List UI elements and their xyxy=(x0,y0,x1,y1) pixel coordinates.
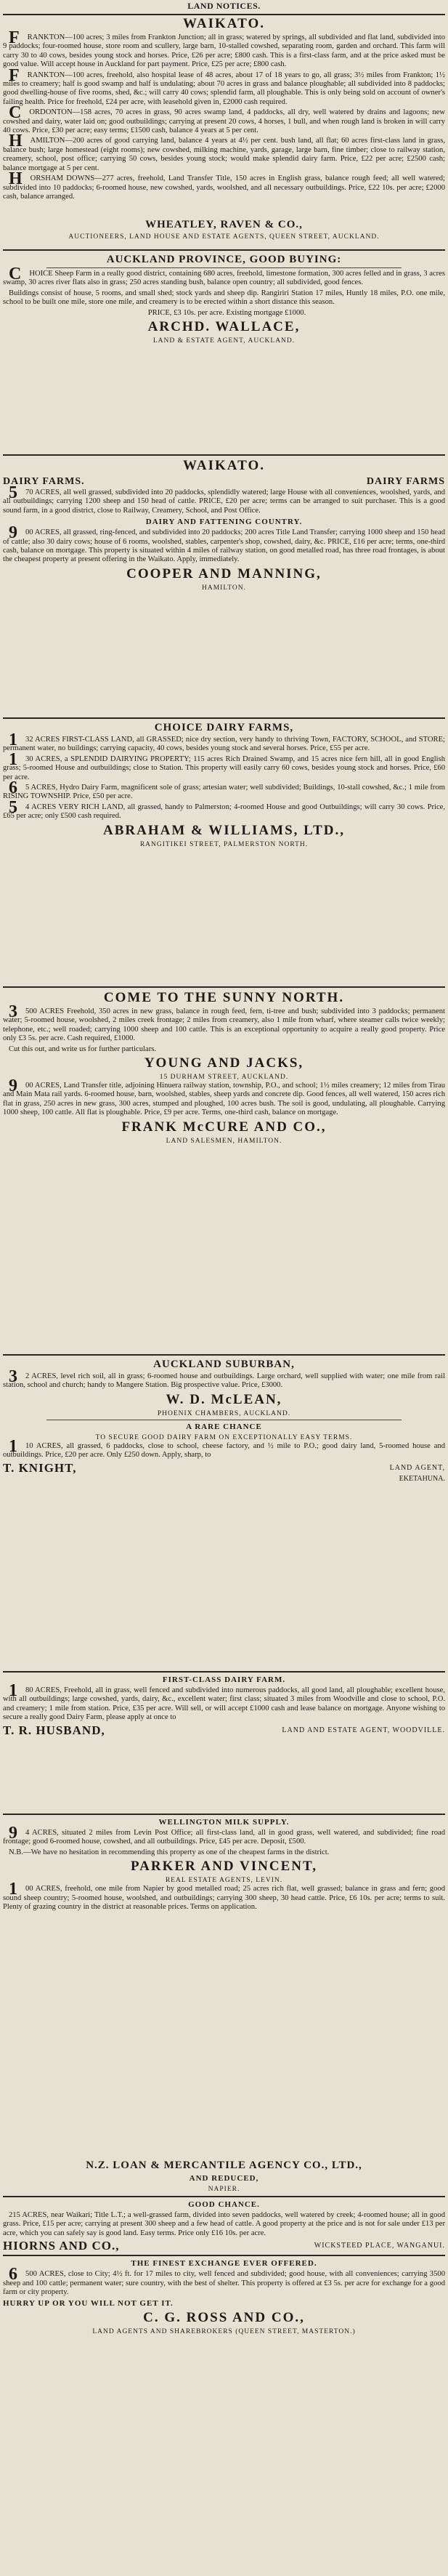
sub-heading: DAIRY AND FATTENING COUNTRY. xyxy=(145,518,303,527)
section-heading: COME TO THE SUNNY NORTH. xyxy=(103,990,345,1005)
ad-paragraph: 110 ACRES, all grassed, 6 paddocks, close to school, cheese factory, and ½ mile to P.O.; good dairy land, 5-roomed house and outbuildings. Price, £20 per acre. Only £250 down. Apply, sharp, to xyxy=(3,1436,445,1460)
suburban-section xyxy=(3,1356,445,1669)
ad-paragraph: CHOICE Sheep Farm in a really good district, containing 680 acres, freehold, limestone formation, 300 acres felled and in grass, 3 acres swamp, 30 acres river flats also in grass; 250 acres standing bush, balance open country; all subdivided, good fences. xyxy=(3,265,445,287)
section-heading: FIRST-CLASS DAIRY FARM. xyxy=(162,1675,286,1684)
agent-name: HIORNS AND CO., xyxy=(3,2239,120,2253)
agent-address: PHOENIX CHAMBERS, AUCKLAND. xyxy=(157,1409,291,1417)
section-heading: WAIKATO. xyxy=(183,458,265,473)
ad-paragraph: 32 ACRES, level rich soil, all in grass; 6-roomed house and outbuildings. Large orchard, well supplied with water; one mile from rail station, school and church; handy to Mangere Station. Big prospective value. Price, £3000. xyxy=(3,1367,445,1390)
right-tag: DAIRY FARMS xyxy=(366,476,445,487)
section-heading: THE FINEST EXCHANGE EVER OFFERED. xyxy=(131,2259,317,2269)
agent-name: WHEATLEY, RAVEN & CO., xyxy=(145,219,303,230)
ad-paragraph: 180 ACRES, Freehold, all in grass, well fenced and subdivided into numerous paddocks, all good land, all ploughable; excellent house, with all outbuildings; large cowshed, yards, dairy, &c., excellent water; first class; situated 3 miles from Woodville and close to school, P.O. and creamery; 1 mile from station. Price, £35 per acre. Will sell, or will accept £1000 cash and lease balance on mortgage. Anyone wishing to secure a really good Dairy Farm, please apply at once to xyxy=(3,1681,445,1722)
ad-paragraph: 3500 ACRES Freehold, 350 acres in new grass, balance in rough feed, fern, ti-tree and bush; subdivided into 3 paddocks; permanent water; 5-roomed house, woolshed, 2 miles creek frontage; 2 miles from creamery, also 1 mile from wharf, where steamer calls twice weekly; telephone, etc.; well roaded; carrying 1000 sheep and 100 cattle. This is an exceptional opportunity to acquire a really good property. Price only £3 5s. per acre. Cash required, £1000. xyxy=(3,1002,445,1043)
ad-paragraph: HAMILTON—200 acres of good carrying land, balance 4 years at 4½ per cent. bush land, all flat; 60 acres first-class land in grass, balance bush; large homestead (eight rooms); new cowshed, milking machine, yards, garage, large barn, fine timber; close to railway station, creamery, school, post office; carrying 50 cows, besides young stock; would make splendid dairy farm. Price, £22 per acre; £2500 cash; balance mortgage at 5 per cent. xyxy=(3,132,445,172)
section-heading: WELLINGTON MILK SUPPLY. xyxy=(158,1818,290,1827)
divider xyxy=(3,454,445,456)
ad-paragraph: 65 ACRES, Hydro Dairy Farm, magnificent sole of grass; artesian water; well subdivided; Buildings, 10-stall cowshed, &c.; 1 mile from RISING TOWNSHIP. Price, £50 per acre. xyxy=(3,778,445,801)
tagline: HURRY UP OR YOU WILL NOT GET IT. xyxy=(3,2299,174,2309)
ad-paragraph: 570 ACRES, all well grassed, subdivided into 20 paddocks, splendidly watered; large House with all conveniences, woolshed, yards, and all outbuildings; carrying 1200 sheep and 150 head of cattle. PRICE, £20 per acre; terms can be arranged to suit purchaser. This is a good sound farm, in a good district, close to Railway, Creamery, School, and Post Office. xyxy=(3,483,445,515)
ad-paragraph: 900 ACRES, Land Transfer title, adjoining Hinuera railway station, township, P.O., and school; 1½ miles creamery; 12 miles from Tirau and Main Mata rail yards. 6-roomed house, barn, woolshed, stables, sheep yards and concrete dip. Good fences, all well watered, 150 acres rich flat in grass, 250 acres in new grass, 300 acres, stumped and ploughed, 100 acres bush. The soil is good, undulating, all ploughable. Carrying 1000 sheep, 100 cattle. All flat is ploughable. Price, £9 per acre. Terms, one-third cash, balance on mortgage. xyxy=(3,1076,445,1117)
agent-address: WICKSTEED PLACE, WANGANUI. xyxy=(314,2242,445,2250)
ad-paragraph: FRANKTON—100 acres; 3 miles from Frankton Junction; all in grass; watered by springs, all subdivided and flat land, subdivided into 9 paddocks; four-roomed house, store room and scullery, large barn, 10-stalled cowshed, separating room, garden and orchard. This farm will carry 30 to 40 cows, besides young stock and horses. Price, £26 per acre; £800 cash. This is a first-class farm, and at the price asked must be good value. Will accept house in Auckland for part payment. Price, £25 per acre; £800 cash. xyxy=(3,28,445,69)
ad-paragraph: 900 ACRES, all grassed, ring-fenced, and subdivided into 20 paddocks; 200 acres Title Land Transfer; carrying 1000 sheep and 150 head of cattle; also 30 dairy cows; house of 6 rooms, woolshed, stables, carpenter's shop, cowshed, dairy, &c. PRICE, £16 per acre; terms, one-third cash, balance on mortgage. This property is situated within 4 miles of railway station, on good metalled road, has three road frontages, is about the cheapest property at present offering in the Waikato. Apply, immediately. xyxy=(3,523,445,564)
agent-name: COOPER AND MANNING, xyxy=(126,565,322,581)
ad-paragraph: 130 ACRES, a SPLENDID DAIRYING PROPERTY; 115 acres Rich Drained Swamp, and 15 acres nice fern hill, all in good English grass; 5-roomed House and outbuildings; close to Station. This property will easily carry 60 cows, besides young stock and horses. Price, £60 per acre. xyxy=(3,749,445,781)
agent-address: REAL ESTATE AGENTS, LEVIN. xyxy=(165,1877,283,1885)
waikato-wheatley-section xyxy=(3,15,445,217)
agent-line xyxy=(3,2239,445,2253)
ad-paragraph: Buildings consist of house, 5 rooms, and small shed; stock yards and sheep dip. Rangiriri Station 17 miles, Huntly 18 miles, P.O. one mile, school to be built one mile, store one mile, and creamery is to be erected within a short distance this season. xyxy=(3,289,445,307)
ad-paragraph: Cut this out, and write us for further particulars. xyxy=(9,1045,156,1053)
divider xyxy=(3,249,445,251)
ad-paragraph: FRANKTON—100 acres, freehold, also hospital lease of 48 acres, about 17 of 18 years to go, all grass; 3½ miles from Frankton; 1½ miles to creamery; half is good swamp and half is undulating; about 70 acres in grass and balance ploughable; all subdivided into 8 paddocks; good dwelling-house of five rooms, shed, &c.; will carry 40 cows; splendid farm, all ploughable. This is only being sold on account of owner's failing health. Price for freehold, £24 per acre, with leasehold given in, £2000 cash required. xyxy=(3,65,445,106)
agent-title: LAND AND ESTATE AGENT, WOODVILLE. xyxy=(282,1726,445,1734)
section-heading: WAIKATO. xyxy=(183,16,265,31)
agent-address: LAND AGENTS AND SHAREBROKERS (QUEEN STREET, MASTERTON.) xyxy=(92,2328,356,2336)
waikato-cooper-section xyxy=(3,456,445,715)
divider xyxy=(3,1814,445,1815)
ad-paragraph: 215 ACRES, near Waikari; Title L.T.; a well-grassed farm, divided into seven paddocks, well watered by creek; 4-roomed house; all in good grass. Price, £15 per acre; carrying at present 300 sheep and a few head of cattle. A good property at the price and is not for sale under £13 per acre, which you can safely say is good land. Easy terms. Price only £16 10s. per acre. xyxy=(3,2211,445,2237)
agent-address: LAND & ESTATE AGENT, AUCKLAND. xyxy=(152,337,296,345)
divider xyxy=(3,986,445,988)
agent-name: C. G. ROSS AND CO., xyxy=(143,2310,305,2326)
agent-address: LAND SALESMEN, HAMILTON. xyxy=(166,1137,282,1145)
sunny-north-section xyxy=(3,989,445,1352)
sub-heading: TO SECURE GOOD DAIRY FARM ON EXCEPTIONALLY EASY TERMS. xyxy=(95,1433,353,1441)
ad-paragraph: CORDONTON—158 acres, 70 acres in grass, 90 acres swamp land, 4 paddocks, all dry, well watered by drains and lagoons; new cowshed and dairy, water laid on; good outbuildings; carrying at present 20 cows, 4 horses, 1 bull, and when rough land is broken in will carry 40 cows. Price, £30 per acre; easy terms; £1500 cash, balance 4 years at 5 per cent. xyxy=(3,103,445,135)
divider xyxy=(3,717,445,719)
ad-paragraph: N.B.—We have no hesitation in recommending this property as one of the cheapest farms in the district. xyxy=(9,1848,330,1856)
province-section xyxy=(3,251,445,452)
agent-line xyxy=(3,1724,445,1737)
ad-paragraph: 6500 ACRES, close to City; 4½ ft. for 17 miles to city, well fenced and subdivided; good house, with all conveniences; carrying 3500 sheep and 100 cattle; permanent water; sure country, with the best of shelter. This property is offered at £3 5s. per acre for exchange for a good farm or city property. xyxy=(3,2265,445,2297)
agent-address: NAPIER. xyxy=(208,2186,240,2193)
agent-name: FRANK McCURE AND CO., xyxy=(121,1119,327,1135)
agent-address: RANGITIKEI STREET, PALMERSTON NORTH. xyxy=(139,840,309,848)
divider xyxy=(3,2255,445,2256)
agent-name: ARCHD. WALLACE, xyxy=(147,319,301,335)
nz-loan-section xyxy=(3,2157,445,2573)
left-tag: DAIRY FARMS. xyxy=(3,476,85,487)
price-line: PRICE, £3 10s. per acre. Existing mortgage £1000. xyxy=(147,308,306,317)
agent-address: EKETAHUNA. xyxy=(399,1474,445,1483)
agent-address: AUCTIONEERS, LAND HOUSE AND ESTATE AGENTS, QUEEN STREET, AUCKLAND. xyxy=(68,233,380,241)
wellington-section xyxy=(3,1816,445,2157)
sub-heading: A RARE CHANCE xyxy=(186,1422,262,1431)
agent-title: LAND AGENT, xyxy=(389,1463,445,1472)
section-heading: AUCKLAND PROVINCE, GOOD BUYING: xyxy=(106,254,342,265)
choice-dairy-section xyxy=(3,720,445,984)
section-heading: AUCKLAND SUBURBAN, xyxy=(153,1359,295,1370)
agent-name: YOUNG AND JACKS, xyxy=(144,1055,304,1071)
section-heading: GOOD CHANCE. xyxy=(188,2200,260,2209)
agent-name: T. KNIGHT, xyxy=(3,1460,77,1475)
section-heading: CHOICE DAIRY FARMS, xyxy=(154,722,294,733)
wheatley-signature xyxy=(3,217,445,247)
agent-address: 15 DURHAM STREET, AUCKLAND. xyxy=(159,1074,289,1082)
agent-line xyxy=(3,1462,445,1475)
divider xyxy=(3,1671,445,1673)
agent-name: W. D. McLEAN, xyxy=(166,1391,282,1407)
divider xyxy=(3,2196,445,2197)
page-header: LAND NOTICES. xyxy=(187,1,261,11)
divider xyxy=(46,267,402,268)
ad-paragraph: 94 ACRES, situated 2 miles from Levin Post Office; all first-class land, all in good grass, well watered, and subdivided; fine road frontage; good 6-roomed house, cowshed, and all outbuildings. Price, £45 per acre. Deposit, £500. xyxy=(3,1824,445,1846)
section-tags xyxy=(3,475,445,488)
ad-paragraph: 100 ACRES, freehold, one mile from Napier by good metalled road; 25 acres rich flat, well grassed; balance in grass and fern; good sound sheep country; 5-roomed house, woolshed, and outbuildings; carrying 300 sheep, 30 head cattle. Price, £6 10s. per acre; terms to suit. Plenty of grazing country in the district at reasonable prices. Terms on application. xyxy=(3,1880,445,1912)
agent-name: N.Z. LOAN & MERCANTILE AGENCY CO., LTD., xyxy=(86,2160,362,2171)
ad-paragraph: HORSHAM DOWNS—277 acres, freehold, Land Transfer Title, 150 acres in English grass, balance rough feed; all well watered; subdivided into 10 paddocks; 6-roomed house, new cowshed, yards, woolshed, and all necessary outbuildings. Price, £22 10s. per acre; £2000 cash, balance arranged. xyxy=(3,169,445,201)
agent-address: HAMILTON. xyxy=(202,584,246,592)
agent-name: PARKER AND VINCENT, xyxy=(130,1859,318,1875)
agent-name: T. R. HUSBAND, xyxy=(3,1723,105,1737)
ad-paragraph: 54 ACRES VERY RICH LAND, all grassed, handy to Palmerston; 4-roomed House and good Outbuildings; will carry 30 cows. Price, £65 per acre; only £500 cash required. xyxy=(3,797,445,821)
ad-paragraph: 132 ACRES FIRST-CLASS LAND, all GRASSED; nice dry section, very handy to thriving Town, FACTORY, SCHOOL, and STORE; permanent water, no buildings; carrying capacity, 40 cows, besides young stock and several horses. Price, £55 per acre. xyxy=(3,730,445,753)
first-class-section xyxy=(3,1673,445,1811)
agent-name: ABRAHAM & WILLIAMS, LTD., xyxy=(103,822,345,838)
agent-sub: AND REDUCED, xyxy=(189,2174,259,2183)
divider xyxy=(3,1354,445,1356)
